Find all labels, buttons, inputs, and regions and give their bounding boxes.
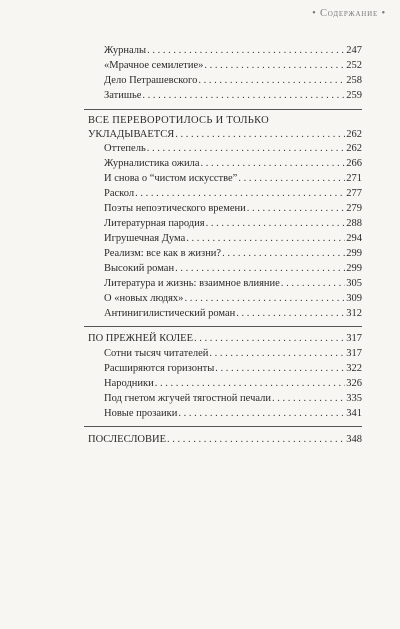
toc-entry [104,377,362,390]
leader-dots [222,247,345,260]
toc-entry-title: Реализм: все как в жизни? [104,248,222,259]
toc-entry [104,277,362,290]
toc-entry-title: Поэты непоэтического времени [104,203,246,214]
toc-entry-title: И снова о “чистом искусстве” [104,173,238,184]
toc-entry-title: Оттепель [104,143,146,154]
toc-entry-page: 247 [346,45,362,56]
toc-entry-title: Литературная пародия [104,218,205,229]
leader-dots [155,377,346,390]
section-rule [84,326,362,327]
toc-entry [104,292,362,305]
toc-entry-title: Журналистика ожила [104,158,200,169]
leader-dots [178,407,345,420]
leader-dots [272,392,345,405]
toc-entry [104,232,362,245]
toc-entry [104,407,362,420]
leader-dots [167,433,345,446]
section-page: 262 [346,129,362,140]
toc-entry-title: Антинигилистический роман [104,308,236,319]
toc-entry-page: 262 [346,143,362,154]
section-rule [84,109,362,110]
toc-entry-page: 259 [346,90,362,101]
running-head: • Содержание • [312,8,386,19]
leader-dots [247,202,346,215]
leader-dots [175,262,345,275]
toc-entry-page: 288 [346,218,362,229]
section-title: ПО ПРЕЖНЕЙ КОЛЕЕ [88,333,193,344]
toc-entry-title: Расширяются горизонты [104,363,215,374]
toc-entry [104,307,362,320]
toc-entry [104,217,362,230]
toc-entry [104,172,362,185]
leader-dots [236,307,345,320]
leader-dots [200,157,345,170]
toc-entry-page: 279 [346,203,362,214]
toc-entry-page: 294 [346,233,362,244]
toc-entry-title: Новые прозаики [104,408,178,419]
toc-entry [104,392,362,405]
section-title-line2: УКЛАДЫВАЕТСЯ [88,129,175,140]
toc-entry-page: 271 [346,173,362,184]
leader-dots [147,44,345,57]
section-page: 348 [346,434,362,445]
toc-entry-page: 299 [346,248,362,259]
toc-entry-page: 305 [346,278,362,289]
leader-dots [147,142,346,155]
leader-dots [198,74,345,87]
toc-entry-title: Дело Петрашевского [104,75,198,86]
section-entry [88,433,362,446]
toc-entry-title: Игрушечная Дума [104,233,186,244]
section-entry [88,332,362,345]
toc-entry-page: 309 [346,293,362,304]
section-page: 317 [346,333,362,344]
leader-dots [194,332,345,345]
toc-entry-page: 322 [346,363,362,374]
toc-entry [104,157,362,170]
leader-dots [142,89,345,102]
toc-entry-page: 335 [346,393,362,404]
section-title: ПОСЛЕСЛОВИЕ [88,434,167,445]
toc-entry [104,347,362,360]
toc-entry [104,142,362,155]
toc-entry-page: 326 [346,378,362,389]
toc-entry-title: «Мрачное семилетие» [104,60,204,71]
section-entry [88,128,362,141]
leader-dots [204,59,345,72]
leader-dots [238,172,345,185]
toc-entry [104,362,362,375]
toc-entry-page: 299 [346,263,362,274]
toc-entry [104,247,362,260]
leader-dots [209,347,345,360]
toc-entry [104,187,362,200]
toc-entry-title: Литература и жизнь: взаимное влияние [104,278,280,289]
toc-entry-page: 341 [346,408,362,419]
toc-entry-title: Народники [104,378,154,389]
toc-entry [104,74,362,87]
leader-dots [175,128,345,141]
toc-entry-title: Высокий роман [104,263,175,274]
leader-dots [186,232,345,245]
toc-entry [104,89,362,102]
toc-entry-title: Сотни тысяч читателей [104,348,209,359]
section-title: ВСЕ ПЕРЕВОРОТИЛОСЬ И ТОЛЬКО [88,115,270,126]
toc-entry [104,202,362,215]
toc-entry-title: Журналы [104,45,147,56]
toc-entry [104,59,362,72]
leader-dots [184,292,345,305]
toc-entry-title: О «новых людях» [104,293,184,304]
leader-dots [206,217,346,230]
toc-entry-page: 317 [346,348,362,359]
toc-entry-page: 252 [346,60,362,71]
toc-entry-title: Под гнетом жгучей тягостной печали [104,393,271,404]
section-rule [84,426,362,427]
leader-dots [135,187,345,200]
leader-dots [281,277,345,290]
toc-entry-page: 258 [346,75,362,86]
toc-entry-title: Затишье [104,90,142,101]
leader-dots [215,362,345,375]
toc-entry-page: 277 [346,188,362,199]
toc-entry-title: Раскол [104,188,135,199]
toc-entry-page: 312 [346,308,362,319]
toc-entry [104,44,362,57]
toc-entry-page: 266 [346,158,362,169]
toc-entry [104,262,362,275]
